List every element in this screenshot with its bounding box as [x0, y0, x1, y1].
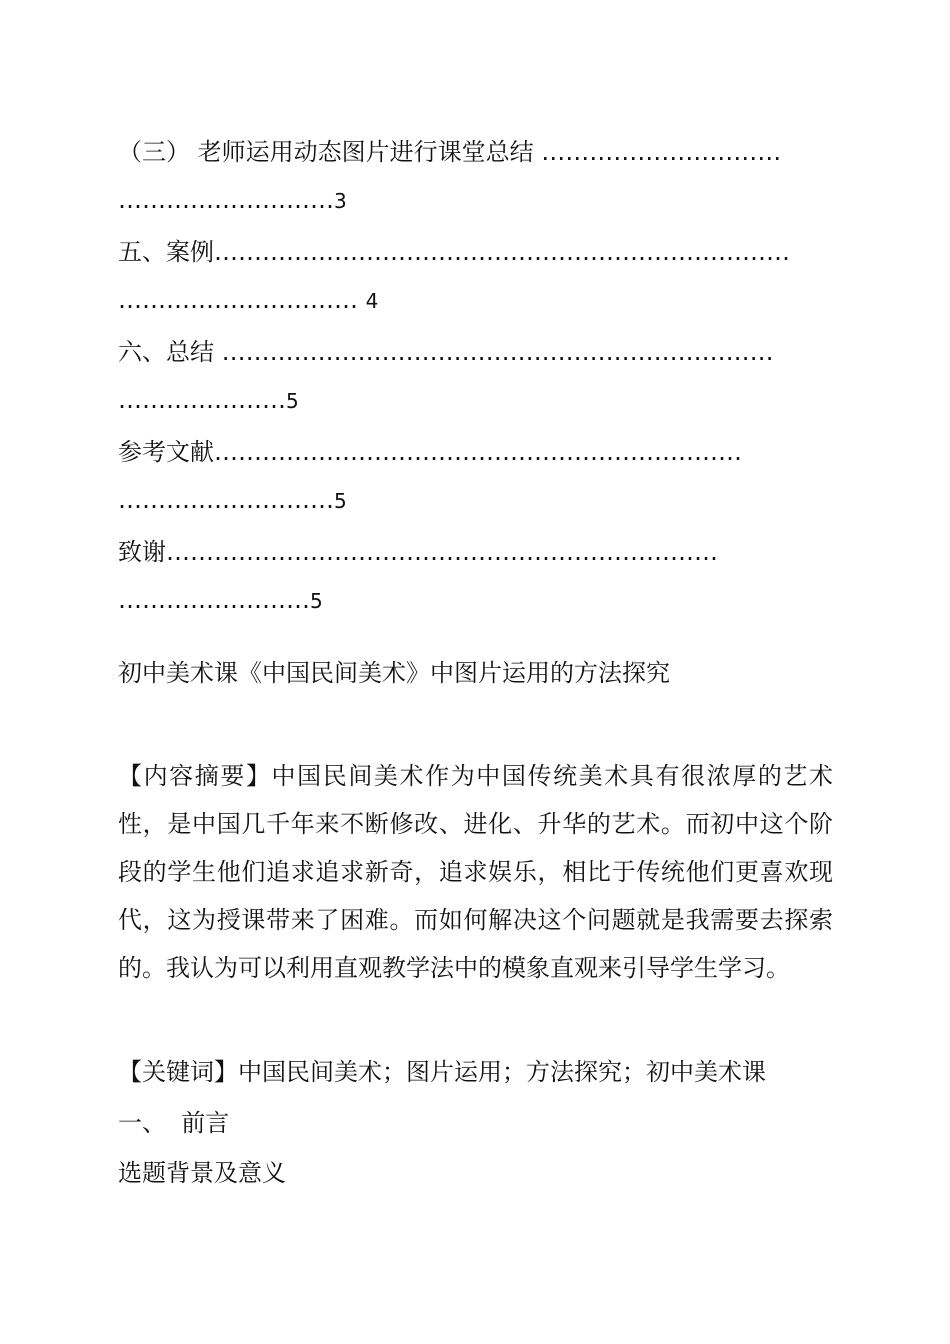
toc-leader-dots: …………………………	[118, 286, 366, 314]
toc-entry-title: 参考文献	[118, 438, 214, 466]
abstract-paragraph: 【内容摘要】中国民间美术作为中国传统美术具有很浓厚的艺术性，是中国几千年来不断修改、进化、升华的艺术。而初中这个阶段的学生他们追求追求新奇，追求娱乐，相比于传统他们更喜欢现代，这为授课带来了困难。而如何解决这个问题就是我需要去探索的。我认为可以利用直观教学法中的模象直观来引导学生学习。	[118, 762, 833, 982]
toc-leader-dots: ……………………………………………………………	[221, 338, 774, 366]
toc-entry-2-continued	[118, 283, 833, 318]
toc-entry-3-continued	[118, 383, 833, 418]
toc-page-number: 5	[286, 389, 299, 413]
toc-entry-5	[118, 535, 833, 569]
toc-leader-dots: …………………………	[541, 138, 782, 166]
toc-leader-dots: …………………	[118, 386, 286, 414]
toc-entry-3	[118, 335, 833, 369]
toc-page-number: 5	[310, 589, 323, 613]
toc-entry-1-continued	[118, 183, 833, 218]
toc-leader-dots: ……………………………………………………………	[166, 538, 718, 566]
toc-entry-title: 六、总结	[118, 338, 222, 366]
toc-page-number: 4	[365, 289, 379, 313]
section-heading-preface: 一、 前言	[118, 1109, 230, 1137]
toc-entry-2	[118, 235, 833, 269]
keywords-line: 【关键词】中国民间美术；图片运用；方法探究；初中美术课	[118, 1058, 766, 1086]
subsection-heading-background: 选题背景及意义	[118, 1159, 286, 1187]
toc-entry-title: 五、案例	[118, 238, 214, 266]
toc-entry-4	[118, 435, 833, 469]
toc-entry-5-continued	[118, 583, 833, 618]
toc-leader-dots: ……………………	[118, 586, 310, 614]
toc-entry-title: 致谢	[118, 538, 166, 566]
article-title: 初中美术课《中国民间美术》中图片运用的方法探究	[118, 659, 670, 687]
toc-leader-dots: ………………………	[118, 186, 334, 214]
toc-leader-dots: …………………………………………………………	[214, 438, 742, 466]
toc-page-number: 5	[334, 489, 347, 513]
toc-leader-dots: ………………………	[118, 486, 334, 514]
toc-entry-4-continued	[118, 483, 833, 518]
toc-leader-dots: ………………………………………………………………	[214, 238, 790, 266]
toc-page-number: 3	[334, 189, 347, 213]
toc-entry-1	[118, 135, 833, 169]
toc-entry-title: （三） 老师运用动态图片进行课堂总结	[118, 138, 542, 166]
